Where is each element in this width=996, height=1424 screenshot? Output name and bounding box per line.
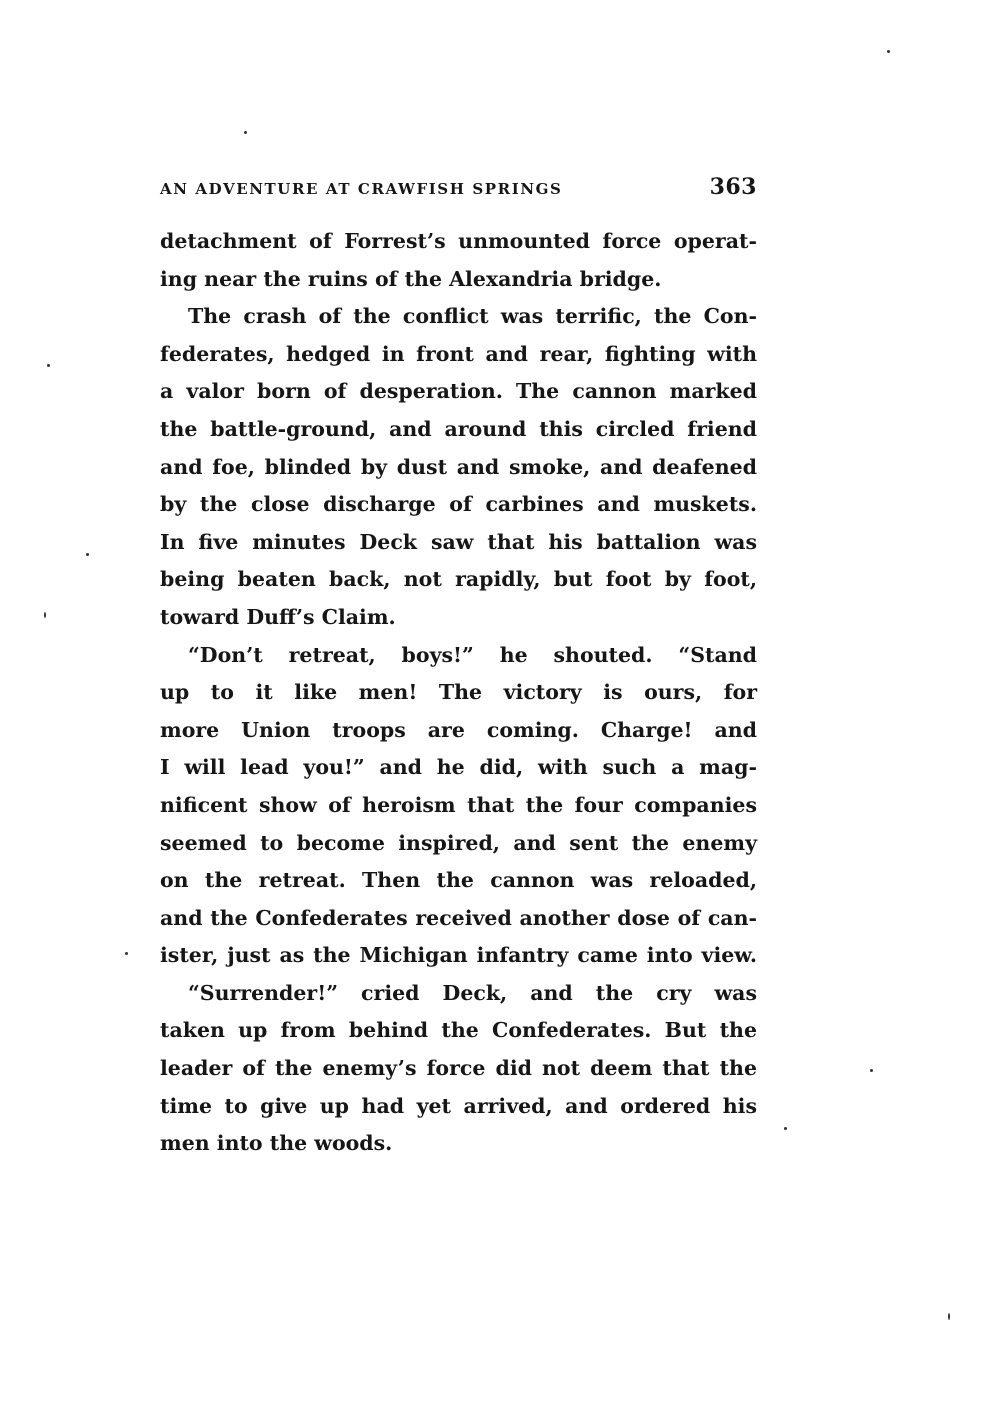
text-line: taken up from behind the Confederates. But the [160,1018,757,1043]
text-line: I will lead you!” and he did, with such a mag- [160,755,757,780]
text-line: detachment of Forrest’s unmounted force operat- [160,229,757,253]
text-line: seemed to become inspired, and sent the enemy [160,830,757,855]
scan-speck [887,50,890,53]
scan-speck [44,612,46,618]
text-line: nificent show of heroism that the four companies [160,792,757,817]
page-number: 363 [709,174,757,200]
scan-speck [86,553,89,556]
text-line: “Surrender!” cried Deck, and the cry was [188,980,757,1005]
text-line: on the retreat. Then the cannon was reloaded, [160,868,757,893]
text-line: a valor born of desperation. The cannon marked [160,379,757,404]
text-line: ing near the ruins of the Alexandria bridge. [160,266,662,291]
page-header [160,174,757,202]
text-line: ister, just as the Michigan infantry came into view. [160,943,757,968]
scan-speck [784,1127,787,1130]
text-line: The crash of the conflict was terrific, the Con- [188,304,757,329]
running-head: AN ADVENTURE AT CRAWFISH SPRINGS [160,180,563,198]
text-line: time to give up had yet arrived, and ordered his [160,1093,757,1118]
body-text [160,223,757,1163]
scan-speck [47,364,50,367]
text-line: and the Confederates received another dose of can- [160,905,757,930]
scan-speck [125,952,128,955]
text-line: more Union troops are coming. Charge! and [160,717,757,742]
text-line: federates, hedged in front and rear, fighting with [160,341,757,366]
scan-speck [244,131,247,134]
text-line: “Don’t retreat, boys!” he shouted. “Stand [188,642,757,667]
text-line: men into the woods. [160,1131,393,1156]
text-line: toward Duff’s Claim. [160,604,396,629]
text-line: by the close discharge of carbines and muskets. [160,492,757,517]
text-line: up to it like men! The victory is ours, for [160,680,757,705]
text-line: leader of the enemy’s force did not deem that the [160,1056,757,1081]
text-line: being beaten back, not rapidly, but foot by foot, [160,567,757,592]
scan-speck [948,1313,950,1320]
scan-speck [870,1069,873,1072]
text-line: the battle-ground, and around this circled friend [160,416,757,441]
text-line: and foe, blinded by dust and smoke, and deafened [160,454,757,479]
text-line: In five minutes Deck saw that his battalion was [160,529,757,554]
